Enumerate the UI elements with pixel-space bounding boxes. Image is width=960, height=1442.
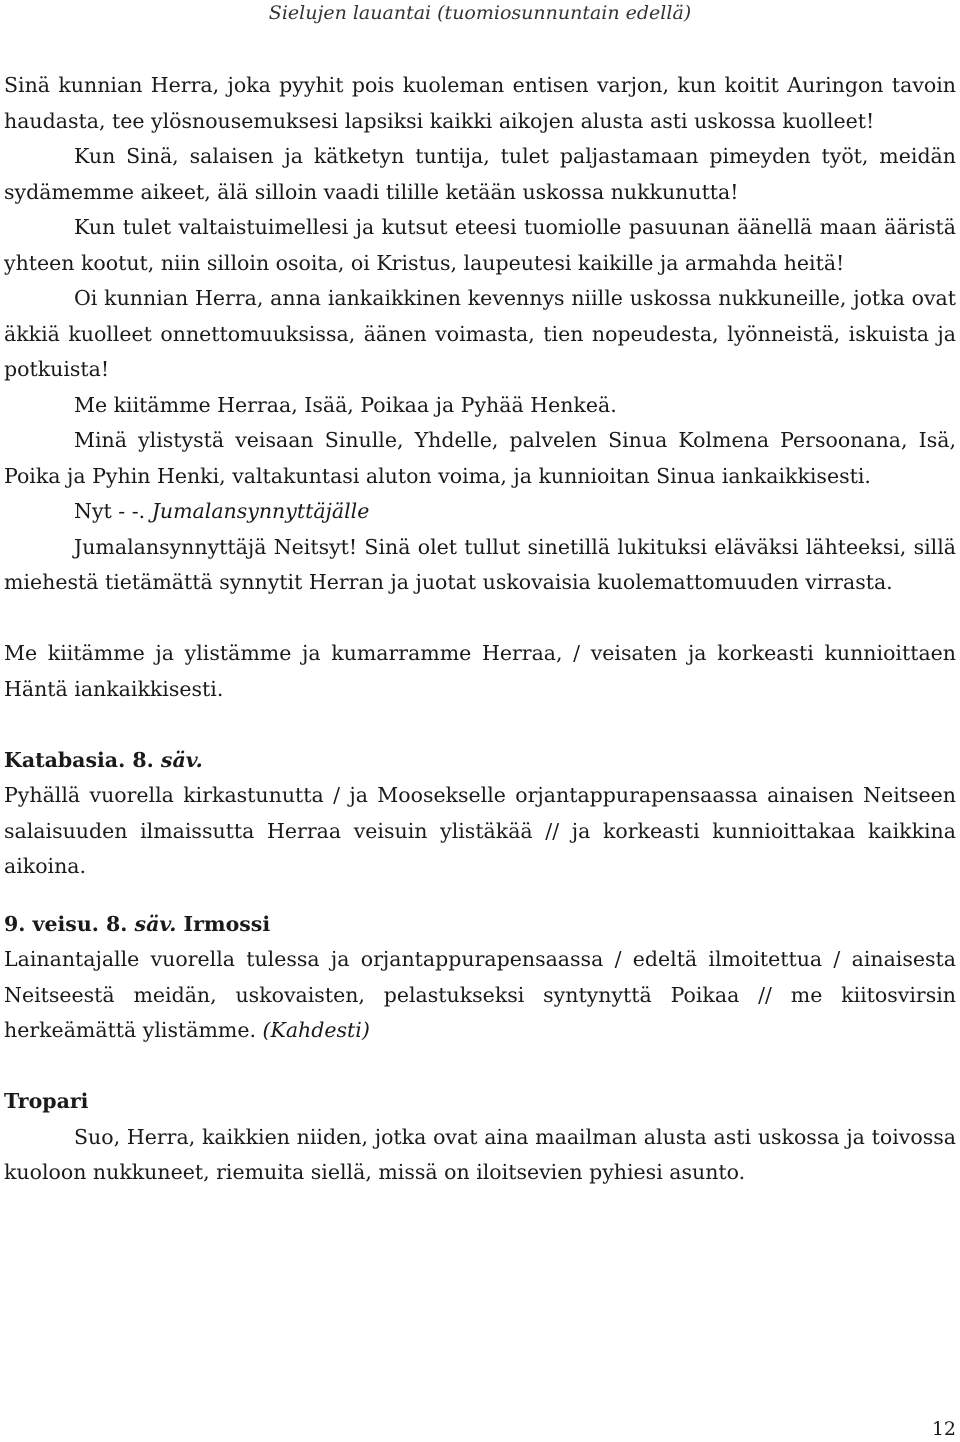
ode9-heading [4,907,956,943]
ode9-heading-b: Irmossi [176,911,271,936]
prayer-paragraph-1: Sinä kunnian Herra, joka pyyhit pois kuoleman entisen varjon, kun koitit Auringon tavoin haudasta, tee ylösnousemuksesi lapsiksi kaikki aikojen alusta asti uskossa kuolleet! [4,73,956,133]
ode9-note: (Kahdesti) [262,1018,370,1042]
prayer-paragraph-2: Kun Sinä, salaisen ja kätketyn tuntija, tulet paljastamaan pimeyden työt, meidän sydämemme aikeet, älä silloin vaadi tilille ketään uskossa nukkunutta! [4,144,956,204]
katabasia-tone: säv. [160,747,203,772]
theotokion-paragraph: Jumalansynnyttäjä Neitsyt! Sinä olet tullut sinetillä lukituksi eläväksi lähteeksi, sillä miehestä tietämättä synnytit Herran ja juotat uskovaisia kuolemattomuuden virrasta. [4,534,956,594]
refrain-paragraph: Me kiitämme ja ylistämme ja kumarramme Herraa, / veisaten ja korkeasti kunnioittaen Häntä iankaikkisesti. [4,641,956,701]
doxology-line: Me kiitämme Herraa, Isää, Poikaa ja Pyhää Henkeä. [74,392,617,417]
ode9-tone: säv. [134,911,177,936]
prayer-paragraph-4: Oi kunnian Herra, anna iankaikkinen kevennys niille uskossa nukkuneille, jotka ovat äkkiä kuolleet onnettomuuksissa, äänen voimasta, tien nopeudesta, lyönneistä, iskuista ja potkuista! [4,286,956,381]
ode9-heading-a: 9. veisu. 8. [4,911,135,936]
cue-italic: Jumalansynnyttäjälle [151,499,370,523]
trinity-paragraph: Minä ylistystä veisaan Sinulle, Yhdelle, palvelen Sinua Kolmena Persoonana, Isä, Poika ja Pyhin Henki, valtakuntasi aluton voima, ja kunnioitan Sinua iankaikkisesti. [4,428,956,488]
ode9-text [4,942,956,1049]
prayer-paragraph-3: Kun tulet valtaistuimellesi ja kutsut eteesi tuomiolle pasuunan äänellä maan ääristä yhteen kootut, niin silloin osoita, oi Kristus, laupeutesi kaikille ja armahda heitä! [4,215,956,275]
ode9-body: Lainantajalle vuorella tulessa ja orjantappurapensaassa / edeltä ilmoitettua / ainaisesta Neitseestä meidän, uskovaisten, pelastukseksi syntynyttä Poikaa // me kiitosvirsin herkeämättä ylistämme. [4,947,956,1042]
katabasia-heading [4,743,956,779]
running-header: Sielujen lauantai (tuomiosunnuntain edellä) [268,2,692,24]
theotokion-cue [4,494,956,530]
tropar-text: Suo, Herra, kaikkien niiden, jotka ovat aina maailman alusta asti uskossa ja toivossa kuoloon nukkuneet, riemuita siellä, missä on iloitsevien pyhiesi asunto. [4,1124,956,1184]
document-body [4,68,956,1191]
cue-text: Nyt - -. [74,499,152,523]
katabasia-text: Pyhällä vuorella kirkastunutta / ja Moosekselle orjantappurapensaassa ainaisen Neitseen salaisuuden ilmaissutta Herraa veisuin ylistäkää // ja korkeasti kunnioittakaa kaikkina aikoina. [4,783,956,878]
tropar-heading: Tropari [4,1089,89,1113]
page-number: 12 [931,1418,956,1440]
katabasia-heading-text: Katabasia. 8. [4,747,161,772]
